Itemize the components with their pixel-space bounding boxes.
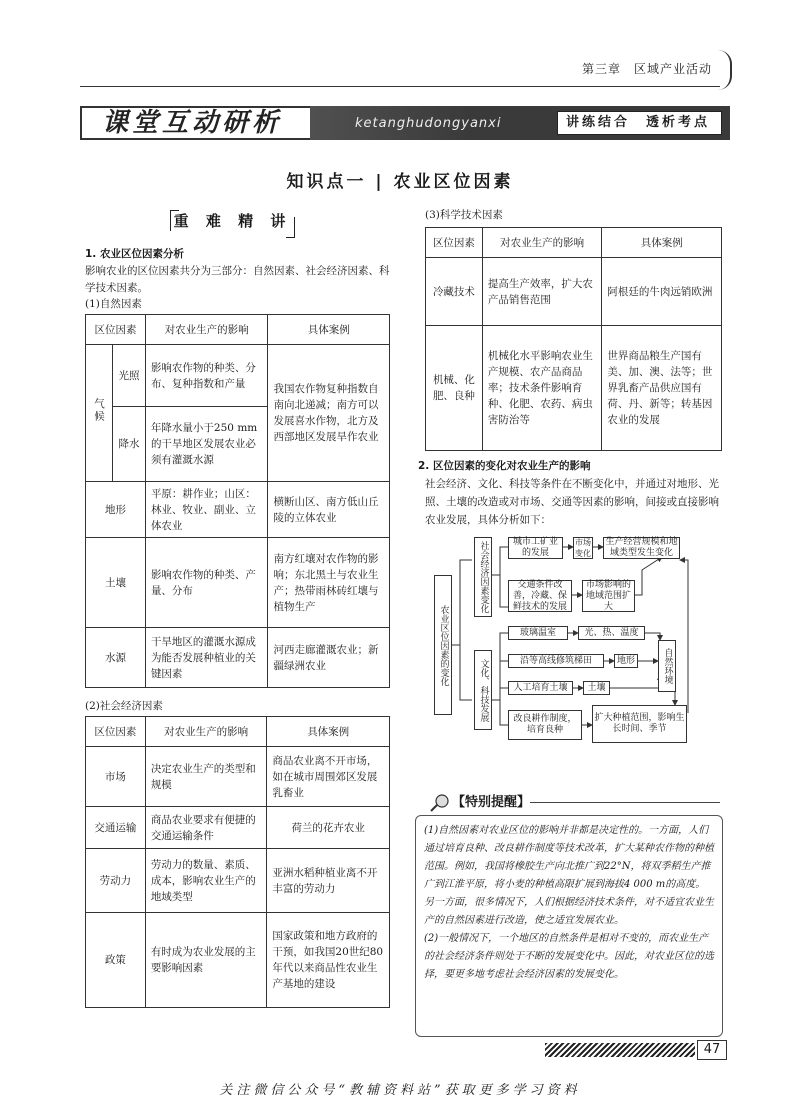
tech-label: (3)科学技术因素 [425, 209, 503, 221]
table-row [86, 538, 390, 628]
diagram-node: 沿等高线修筑梯田 [508, 654, 604, 668]
social-factors-table [85, 716, 390, 1008]
diagram-node [658, 640, 676, 692]
table-row [86, 849, 390, 913]
table-header: 区位因素 [86, 315, 146, 345]
table-row [86, 807, 390, 849]
effect-cell: 影响农作物的种类、分布、复种指数和产量 [145, 345, 268, 407]
magnifier-icon [430, 793, 450, 813]
footer-note: 关注微信公众号“教辅资料站”获取更多学习资料 [219, 1083, 581, 1098]
diagram-node: 市场变化 [575, 538, 591, 558]
table-header: 具体案例 [268, 315, 390, 345]
case-cell: 河西走廊灌溉农业；新疆绿洲农业 [268, 628, 390, 688]
diagram-root [434, 575, 452, 715]
chapter-title: 第三章 区域产业活动 [581, 62, 712, 76]
diagram-node: 人工培育土壤 [508, 681, 573, 695]
chapter-bracket [718, 50, 732, 90]
case-cell: 国家政策和地方政府的干预，如我国20世纪80年代以来商品性农业生产基地的建设 [267, 913, 390, 1008]
factor-cell: 冷藏技术 [426, 258, 483, 326]
effect-cell: 决定农业生产的类型和规模 [145, 747, 267, 807]
factor-cell: 劳动力 [86, 849, 146, 913]
table-header-row [86, 717, 390, 747]
tip-paragraph: (2)一般情况下，一个地区的自然条件是相对不变的，而农业生产的社会经济条件则处于不断的发展变化中。因此，对农业区位的选择，要更多地考虑社会经济因素的发展变化。 [424, 933, 714, 980]
table-header: 区位因素 [426, 228, 483, 258]
banner-title: 课堂互动研析 [102, 108, 283, 138]
tip-rule [530, 802, 720, 803]
factor-cell: 水源 [86, 628, 146, 688]
part2-heading: 2. 区位因素的变化对农业生产的影响 [418, 460, 591, 472]
table-header: 具体案例 [267, 717, 390, 747]
table-row [86, 482, 390, 538]
table-header-row [86, 315, 390, 345]
diagram-node: 交通条件改善，冷藏、保鲜技术的发展 [508, 580, 572, 612]
diagram-social-label: 社会经济因素变化 [478, 541, 489, 613]
effect-cell: 影响农作物的种类、产量、分布 [145, 538, 268, 628]
diagram-culture [474, 650, 492, 730]
diagram-node: 改良耕作制度，培育良种 [508, 710, 582, 740]
effect-cell: 有时成为农业发展的主要影响因素 [145, 913, 267, 1008]
table-row [86, 913, 390, 1008]
tech-factors-table [425, 227, 722, 451]
diagram-node: 地形 [614, 654, 638, 668]
diagram-node: 生产经营规模和地域类型发生变化 [603, 537, 680, 559]
table-row [426, 326, 722, 451]
case-cell: 世界商品粮生产国有美、加、澳、法等；世界乳畜产品供应国有荷、丹、新等；转基因农业的发展 [602, 326, 722, 451]
diagram-node: 扩大种植范围，影响生长时间、季节 [592, 705, 687, 743]
diagram-culture-label: 文化、科技发展 [478, 658, 489, 722]
tip-title: 【特别提醒】 [452, 795, 531, 810]
part1-intro: 影响农业的区位因素共分为三部分：自然因素、社会经济因素、科学技术因素。 [85, 265, 390, 294]
case-cell: 商品农业离不开市场，如在城市周围郊区发展乳畜业 [267, 747, 390, 807]
diagram-node-label: 自然环境 [662, 648, 673, 684]
table-row [86, 747, 390, 807]
factor-cell: 政策 [86, 913, 146, 1008]
factor-cell: 降水 [113, 407, 146, 482]
banner-pinyin: ketanghudongyanxi [355, 116, 502, 131]
table-header: 区位因素 [86, 717, 146, 747]
factor-change-diagram [430, 535, 720, 780]
diagram-root-label: 农业区位因素的变化 [438, 604, 449, 686]
diagram-node: 光、热、温度 [578, 626, 645, 640]
tip-header [430, 793, 730, 813]
page-number-bar [545, 1043, 695, 1057]
diagram-node: 市场影响的地域范围扩大 [582, 580, 635, 612]
effect-cell: 平原：耕作业；山区：林业、牧业、副业、立体农业 [145, 482, 268, 538]
table-header: 对农业生产的影响 [145, 315, 268, 345]
table-row [86, 628, 390, 688]
tip-paragraph: (1)自然因素对农业区位的影响并非都是决定性的。一方面，人们通过培育良种、改良耕作制度等技术改革，扩大某种农作物的种植范围。例如，我国将橡胶生产向北推广到22°N，将双季稻生产推广到江淮平原，将小麦的种植高限扩展到海拔4 000 m的高度。另一方面，很多情况下，人们根据经济技术条件，对不适宜农业生产的自然因素进行改造，使之适宜发展农业。 [424, 825, 714, 926]
case-cell: 荷兰的花卉农业 [267, 807, 390, 849]
case-cell: 我国农作物复种指数自南向北递减；南方可以发展喜水作物，北方及西部地区发展旱作农业 [268, 345, 390, 482]
diagram-node: 玻璃温室 [508, 626, 568, 640]
table-header-row [426, 228, 722, 258]
table-header: 具体案例 [602, 228, 722, 258]
effect-cell: 年降水量小于250 mm的干旱地区发展农业必须有灌溉水源 [145, 407, 268, 482]
part1-heading: 1. 农业区位因素分析 [85, 248, 184, 260]
diagram-node: 城市工矿业的发展 [508, 537, 563, 559]
banner-slogan: 讲练结合 透析考点 [557, 111, 722, 135]
section-title: 知识点一 | 农业区位因素 [286, 172, 514, 192]
part2-intro: 社会经济、文化、科技等条件在不断变化中，并通过对地形、光照、土壤的改造或对市场、交通等因素的影响，间接或直接影响农业发展，具体分析如下： [425, 478, 719, 526]
climate-cell [86, 345, 113, 482]
effect-cell: 劳动力的数量、素质、成本，影响农业生产的地域类型 [145, 849, 267, 913]
header-rule [80, 86, 720, 87]
case-cell: 横断山区、南方低山丘陵的立体农业 [268, 482, 390, 538]
section-banner [80, 106, 730, 140]
effect-cell: 商品农业要求有便捷的交通运输条件 [145, 807, 267, 849]
factor-cell: 市场 [86, 747, 146, 807]
effect-cell: 提高生产效率，扩大农产品销售范围 [482, 258, 602, 326]
natural-label: (1)自然因素 [85, 298, 142, 310]
effect-cell: 机械化水平影响农业生产规模、农产品商品率；技术条件影响育种、化肥、农药、病虫害防治等 [482, 326, 602, 451]
climate-label: 气候 [93, 398, 105, 423]
page-number: 47 [697, 1040, 727, 1060]
tip-box [415, 815, 723, 1037]
factor-cell: 机械、化肥、良种 [426, 326, 483, 451]
table-header: 对农业生产的影响 [482, 228, 602, 258]
factor-cell: 交通运输 [86, 807, 146, 849]
table-row [86, 345, 390, 407]
table-header: 对农业生产的影响 [145, 717, 267, 747]
factor-cell: 光照 [113, 345, 146, 407]
factor-cell: 土壤 [86, 538, 146, 628]
diagram-node: 土壤 [583, 681, 610, 695]
case-cell: 南方红壤对农作物的影响；东北黑土与农业生产；热带雨林砖红壤与植物生产 [268, 538, 390, 628]
subheading: 重 难 精 讲 [170, 210, 295, 238]
case-cell: 阿根廷的牛肉远销欧洲 [602, 258, 722, 326]
social-label: (2)社会经济因素 [85, 700, 163, 712]
table-row [426, 258, 722, 326]
effect-cell: 干旱地区的灌溉水源成为能否发展种植业的关键因素 [145, 628, 268, 688]
factor-cell: 地形 [86, 482, 146, 538]
case-cell: 亚洲水稻种植业离不开丰富的劳动力 [267, 849, 390, 913]
banner-title-box [80, 106, 310, 140]
natural-factors-table [85, 314, 390, 688]
diagram-social [474, 537, 492, 617]
